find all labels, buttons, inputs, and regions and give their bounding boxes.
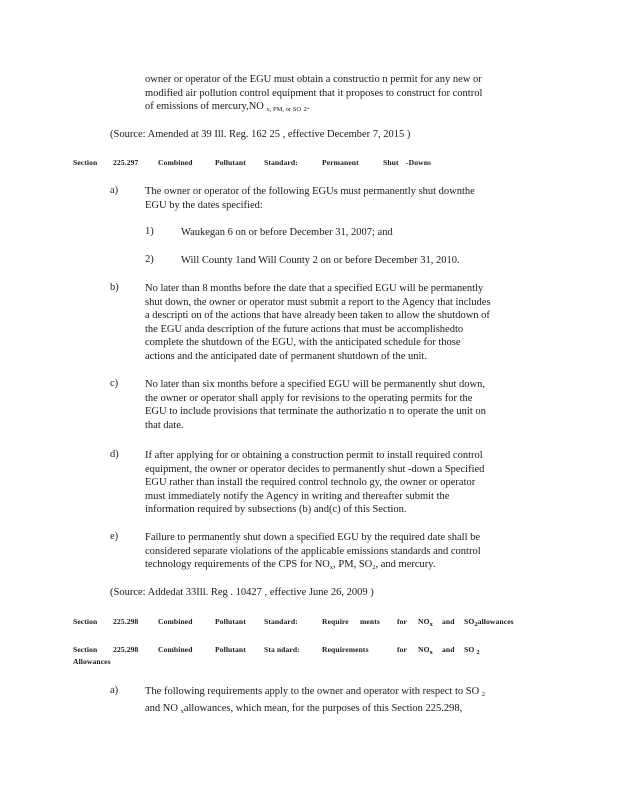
item-d-text (145, 449, 530, 517)
heading-word: Shut (383, 158, 399, 167)
heading-word: Combined (158, 617, 193, 626)
item-c-line: the owner or operator shall apply for revisions to the operating permits for the (145, 392, 473, 404)
intro-line-3: of emissions of mercury,NO $_{x, PM, or SO}$ $_2$. (145, 101, 310, 114)
section-number: 225.298 (113, 617, 139, 626)
section-label: Section (73, 158, 98, 167)
heading-word: -Downs (406, 158, 432, 167)
item-label-c: c) (110, 378, 119, 389)
heading-word: Combined (158, 645, 193, 654)
item-298-a-line-2: and NO $_x$allowances, which mean, for the purposes of this Section 225.298, (145, 702, 463, 715)
item-e-text (145, 531, 530, 575)
item-b-line: complete the shutdown of the EGU, with the anticipated schedule for those (145, 337, 461, 349)
heading-word: Pollutant (215, 645, 246, 654)
item-label-d: d) (110, 449, 119, 460)
subitem-text-1: Waukegan 6 on or before December 31, 2007; and (181, 227, 393, 238)
source-note-2: (Source: Addedat 33Ill. Reg . 10427 , effective June 26, 2009 ) (110, 587, 374, 598)
item-label-e: e) (110, 531, 119, 542)
subitem-label-2: 2) (145, 254, 154, 265)
heading-wrap: Allowances (73, 657, 111, 666)
heading-word: for (397, 617, 407, 626)
heading-word: $NO_x$ (418, 617, 433, 628)
intro-paragraph (145, 73, 530, 117)
heading-word: Requirements (322, 645, 369, 654)
item-c-text (145, 378, 530, 432)
item-b-line: a descripti on of the actions that have already been taken to allow the shutdown of (145, 310, 490, 322)
heading-word: ments (360, 617, 380, 626)
intro-line-1: owner or operator of the EGU must obtain a constructio n permit for any new or (145, 74, 482, 85)
item-e-line: considered separate violations of the applicable emissions standards and control (145, 545, 481, 557)
item-b-line: No later than 8 months before the date that a specified EGU will be permanently (145, 283, 484, 294)
item-d-line: must immediately notify the Agency in writing and thereafter submit the (145, 490, 450, 502)
subitem-label-1: 1) (145, 226, 154, 237)
item-d-line: If after applying for or obtaining a construction permit to install required control (145, 450, 483, 461)
item-label-a: a) (110, 185, 119, 196)
heading-word: Permanent (322, 158, 359, 167)
item-298-label-a: a) (110, 685, 119, 696)
heading-word: Sta ndard: (264, 645, 300, 654)
heading-word: Pollutant (215, 617, 246, 626)
item-b-line: actions and the anticipated date of permanent shutdown of the unit. (145, 350, 427, 362)
source-note-1: (Source: Amended at 39 Ill. Reg. 162 25 , effective December 7, 2015 ) (110, 129, 411, 140)
section-number: 225.298 (113, 645, 139, 654)
item-c-line: that date. (145, 419, 184, 431)
item-b-line: the EGU anda description of the future actions that must be accomplishedto (145, 323, 464, 335)
heading-word: and (442, 645, 455, 654)
item-e-line: technology requirements of the CPS for $NO_x$, PM, $SO_2$, and mercury. (145, 559, 436, 572)
item-a-line: EGU by the dates specified: (145, 199, 263, 211)
item-b-text (145, 282, 530, 364)
item-a-text (145, 185, 530, 212)
subitem-text-2: Will County 1and Will County 2 on or before December 31, 2010. (181, 255, 460, 266)
section-number: 225.297 (113, 158, 139, 167)
section-label: Section (73, 645, 98, 654)
heading-word: and (442, 617, 455, 626)
heading-word: Combined (158, 158, 193, 167)
heading-word: Require (322, 617, 349, 626)
item-b-line: shut down, the owner or operator must submit a report to the Agency that includes (145, 296, 491, 308)
heading-word: Pollutant (215, 158, 246, 167)
heading-word: $SO_2allowances$ (464, 617, 514, 628)
item-a-line: The owner or operator of the following EGUs must permanently shut downthe (145, 186, 475, 197)
item-c-line: EGU to include provisions that terminate the authorizatio n to operate the unit on (145, 406, 486, 418)
item-d-line: information required by subsections (b) and(c) of this Section. (145, 504, 407, 516)
heading-word: for (397, 645, 407, 654)
item-c-line: No later than six months before a specified EGU will be permanently shut down, (145, 379, 485, 390)
item-d-line: equipment, the owner or operator decides to permanently shut -down a Specified (145, 463, 485, 475)
heading-word: Standard: (264, 617, 298, 626)
item-label-b: b) (110, 282, 119, 293)
section-label: Section (73, 617, 98, 626)
item-d-line: EGU rather than install the required control technolo gy, the owner or operator (145, 477, 476, 489)
heading-word: $NO_x$ (418, 645, 433, 656)
heading-word: SO $_2$ (464, 645, 480, 656)
item-298-a-text (145, 685, 535, 718)
intro-line-2: modified air pollution control equipment that it proposes to construct for control (145, 87, 483, 99)
item-298-a-line-1: The following requirements apply to the owner and operator with respect to SO $_2$ (145, 686, 486, 698)
item-e-line: Failure to permanently shut down a specified EGU by the required date shall be (145, 532, 481, 543)
heading-word: Standard: (264, 158, 298, 167)
